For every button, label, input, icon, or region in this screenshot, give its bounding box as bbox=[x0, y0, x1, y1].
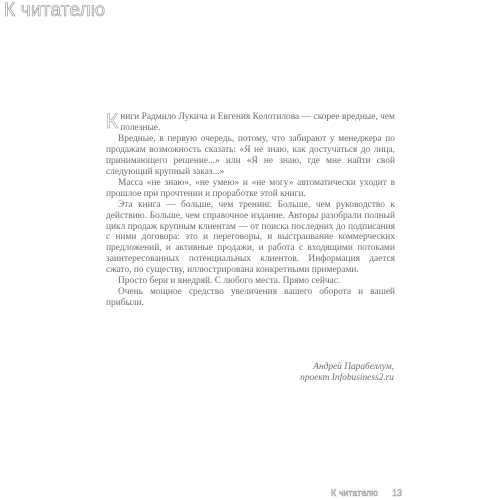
paragraph: Книги Радмило Лукича и Евгения Колотилова — скорее вредные, чем полезные. bbox=[106, 110, 395, 133]
signature bbox=[300, 362, 394, 384]
paragraph: Эта книга — больше, чем тренинг. Больше, чем руководство к действию. Больше, чем справочное издание. Авторы разобрали полный цикл продаж крупным клиентам — от поиска последних до подписания с ними договора: это и переговоры, и выстраивание коммерческих предложений, и активные продажи, и работа с входящими потоками заинтересованных потенциальных клиентов. Информация дается сжато, по существу, иллюстрирована конкретными примерами. bbox=[106, 199, 395, 276]
paragraph: Масса «не знаю», «не умею» и «не могу» автоматически уходит в прошлое при прочтении и проработке этой книги. bbox=[106, 177, 395, 199]
page-title: К читателю bbox=[4, 0, 106, 21]
signature-name: Андрей Парабеллум, bbox=[313, 362, 394, 372]
footer-section: К читателю bbox=[330, 488, 378, 498]
drop-cap: К bbox=[106, 110, 119, 133]
page-footer bbox=[331, 488, 402, 498]
page-number: 13 bbox=[391, 488, 402, 498]
paragraph: Просто бери и внедряй. С любого места. Прямо сейчас. bbox=[118, 276, 341, 287]
paragraph: Вредные, в первую очередь, потому, что забирают у менеджера по продажам возможность сказать: «Я не знаю, как достучаться до лица, принимающего решение...» или «Я не знаю, где мне найти свой следующий крупный заказ...» bbox=[106, 133, 395, 177]
paragraph: Очень мощное средство увеличения вашего оборота и вашей прибыли. bbox=[106, 287, 395, 309]
signature-project: проект Infobusiness2.ru bbox=[300, 373, 394, 383]
body-text bbox=[106, 112, 395, 309]
